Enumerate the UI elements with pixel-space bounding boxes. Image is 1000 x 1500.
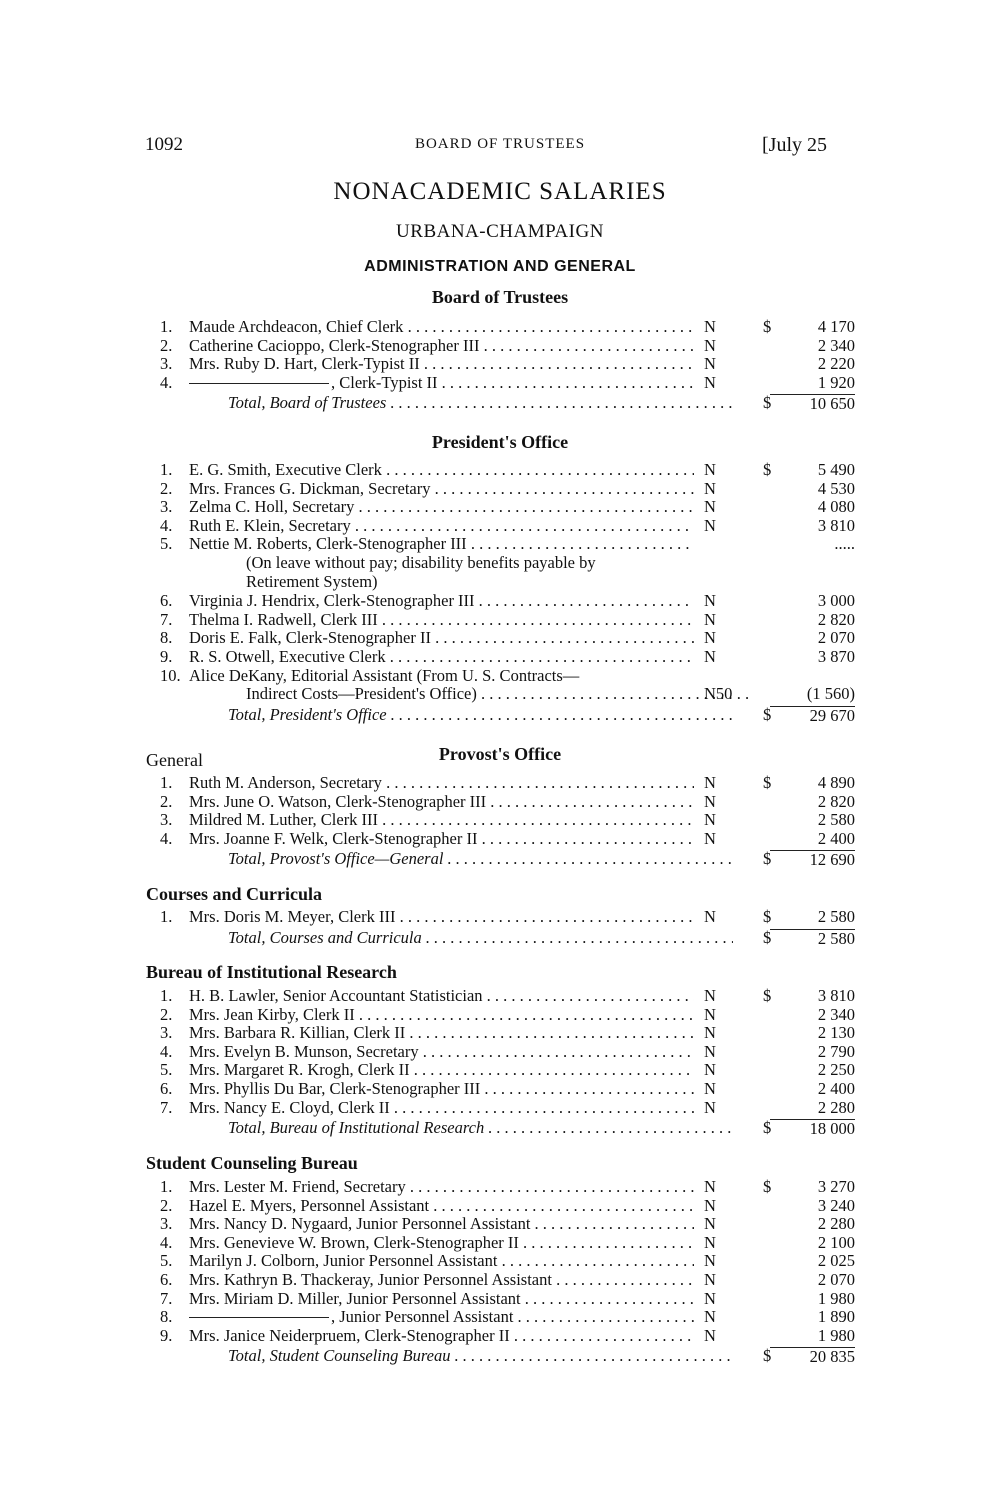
- employee-name: [189, 374, 694, 392]
- dollar-sign: $: [763, 393, 772, 413]
- employee-name: Mrs. Genevieve W. Brown, Clerk-Stenographer II . . .: [189, 1234, 694, 1252]
- appointment-code: N: [704, 1251, 716, 1271]
- row-number: 4.: [160, 828, 173, 848]
- table-row: [0, 498, 1000, 516]
- row-number: 2.: [160, 478, 173, 498]
- employee-name: Mrs. Doris M. Meyer, Clerk III . . .: [189, 908, 694, 926]
- appointment-code: N: [704, 986, 716, 1005]
- employee-name: Mildred M. Luther, Clerk III . . .: [189, 811, 694, 829]
- table-row: [0, 648, 1000, 666]
- appointment-code: N: [704, 791, 716, 811]
- employee-name: Catherine Cacioppo, Clerk-Stenographer III . . .: [189, 337, 694, 355]
- employee-name: Mrs. Nancy D. Nygaard, Junior Personnel Assistant . . .: [189, 1215, 694, 1233]
- appointment-code: N: [704, 1004, 716, 1024]
- running-header: [0, 134, 1000, 158]
- section-heading-provost: Provost's Office: [438, 744, 562, 764]
- salary-amount: 1 980: [817, 1288, 855, 1308]
- appointment-code: N: [704, 628, 716, 648]
- dollar-sign: $: [763, 927, 772, 947]
- salary-amount: 4 080: [817, 497, 855, 517]
- total-row: [0, 850, 1000, 868]
- row-number: 4.: [160, 372, 173, 392]
- row-number: 3.: [160, 497, 173, 517]
- salary-amount: (1 560): [806, 684, 855, 704]
- row-number: 10.: [160, 665, 181, 685]
- dollar-sign: $: [763, 849, 772, 869]
- position-title: , Clerk-Typist II: [331, 373, 438, 392]
- salary-amount: 2 070: [817, 1270, 855, 1289]
- table-row: [0, 1290, 1000, 1308]
- employee-name: Mrs. Jean Kirby, Clerk II . . .: [189, 1006, 694, 1024]
- header-date: [July 25: [762, 134, 827, 156]
- salary-amount: 1 890: [817, 1307, 855, 1327]
- salary-amount: 2 280: [817, 1214, 855, 1234]
- appointment-code: N: [704, 1060, 716, 1080]
- table-row: [0, 1024, 1000, 1042]
- table-row: [0, 1327, 1000, 1345]
- row-number: 7.: [160, 609, 173, 629]
- table-row: [0, 908, 1000, 926]
- appointment-code: N: [704, 591, 716, 611]
- appointment-code: N: [704, 372, 716, 392]
- row-number: 6.: [160, 591, 173, 611]
- salary-amount: 2 280: [817, 1097, 855, 1117]
- total-amount: 2 580: [770, 929, 855, 948]
- employee-name: Mrs. Margaret R. Krogh, Clerk II . . .: [189, 1061, 694, 1079]
- appointment-code: N: [704, 907, 716, 926]
- dollar-sign: $: [763, 907, 772, 926]
- table-row: [0, 1178, 1000, 1196]
- employee-name: Mrs. Evelyn B. Munson, Secretary . . .: [189, 1043, 694, 1061]
- appointment-code: N: [704, 497, 716, 517]
- row-number: 2.: [160, 335, 173, 355]
- employee-name: Mrs. Miriam D. Miller, Junior Personnel Assistant . . .: [189, 1290, 694, 1308]
- salary-amount: 3 810: [817, 986, 855, 1005]
- appointment-code: N: [704, 354, 716, 374]
- row-number: 1.: [160, 986, 173, 1005]
- total-amount: 18 000: [770, 1119, 855, 1138]
- total-label: Total, Bureau of Institutional Research . . .: [228, 1119, 733, 1137]
- table-row: [0, 480, 1000, 498]
- salary-amount: 2 250: [817, 1060, 855, 1080]
- row-number: 6.: [160, 1270, 173, 1289]
- row-number: 3.: [160, 1023, 173, 1043]
- appointment-code: N: [704, 810, 716, 830]
- row-number: 2.: [160, 1004, 173, 1024]
- leave-note-line: Retirement System): [246, 571, 378, 591]
- subheading-general: General: [146, 750, 203, 770]
- employee-name: Nettie M. Roberts, Clerk-Stenographer III . . .: [189, 535, 694, 553]
- total-label: Total, Courses and Curricula . . .: [228, 929, 733, 947]
- salary-amount: 3 810: [817, 515, 855, 535]
- dollar-sign: $: [763, 704, 772, 724]
- appointment-code: N: [704, 478, 716, 498]
- table-row: [0, 1234, 1000, 1252]
- table-row: [0, 629, 1000, 647]
- total-row: [0, 706, 1000, 724]
- row-number: 7.: [160, 1097, 173, 1117]
- appointment-code: N: [704, 1232, 716, 1252]
- table-row: [0, 793, 1000, 811]
- total-label: Total, Board of Trustees . . .: [228, 394, 733, 412]
- table-row: [0, 592, 1000, 610]
- table-row: [0, 337, 1000, 355]
- table-row: [0, 1061, 1000, 1079]
- row-number: 1.: [160, 1177, 173, 1196]
- table-row: [0, 987, 1000, 1005]
- total-row: [0, 929, 1000, 947]
- employee-name: Mrs. Joanne F. Welk, Clerk-Stenographer II . . .: [189, 830, 694, 848]
- salary-amount: 4 530: [817, 478, 855, 498]
- appointment-code: N: [704, 1177, 716, 1196]
- campus-title: URBANA-CHAMPAIGN: [396, 221, 604, 242]
- employee-name: E. G. Smith, Executive Clerk . . .: [189, 461, 694, 479]
- row-number: 2.: [160, 791, 173, 811]
- section-heading-board: Board of Trustees: [431, 287, 569, 307]
- appointment-code: N: [704, 828, 716, 848]
- salary-amount: 4 170: [817, 317, 855, 336]
- total-amount: 29 670: [770, 706, 855, 725]
- employee-name: Ruth E. Klein, Secretary . . .: [189, 517, 694, 535]
- employee-name: Doris E. Falk, Clerk-Stenographer II . . .: [189, 629, 694, 647]
- salary-amount: 4 890: [817, 773, 855, 792]
- salary-amount: .....: [834, 534, 855, 554]
- employee-name: Mrs. Phyllis Du Bar, Clerk-Stenographer III . . .: [189, 1080, 694, 1098]
- row-number: 1.: [160, 773, 173, 792]
- dollar-sign: $: [763, 773, 772, 792]
- total-label: Total, Student Counseling Bureau . . .: [228, 1347, 733, 1365]
- row-number: 4.: [160, 1041, 173, 1061]
- employee-name: H. B. Lawler, Senior Accountant Statistician . . .: [189, 987, 694, 1005]
- dollar-sign: $: [763, 1177, 772, 1196]
- table-row: [0, 535, 1000, 553]
- row-number: 1.: [160, 907, 173, 926]
- appointment-code: N: [704, 1270, 716, 1289]
- row-number: 1.: [160, 460, 173, 479]
- employee-name: Mrs. Nancy E. Cloyd, Clerk II . . .: [189, 1099, 694, 1117]
- appointment-code: N: [704, 1195, 716, 1215]
- salary-amount: 2 580: [817, 810, 855, 830]
- appointment-code: N50: [704, 684, 733, 704]
- row-number: 5.: [160, 1251, 173, 1271]
- row-number: 4.: [160, 1232, 173, 1252]
- row-number: 8.: [160, 628, 173, 648]
- employee-name: Zelma C. Holl, Secretary . . .: [189, 498, 694, 516]
- row-number: 7.: [160, 1288, 173, 1308]
- appointment-code: N: [704, 1079, 716, 1098]
- row-number: 5.: [160, 534, 173, 554]
- table-row: [0, 667, 1000, 685]
- row-number: 9.: [160, 1325, 173, 1345]
- appointment-code: N: [704, 335, 716, 355]
- appointment-code: N: [704, 609, 716, 629]
- total-amount: 20 835: [770, 1347, 855, 1366]
- appointment-code: N: [704, 1307, 716, 1327]
- total-amount: 12 690: [770, 850, 855, 869]
- table-row: [0, 1043, 1000, 1061]
- appointment-code: N: [704, 317, 716, 336]
- salary-amount: 2 790: [817, 1041, 855, 1061]
- employee-name: Thelma I. Radwell, Clerk III . . .: [189, 611, 694, 629]
- employee-name: Ruth M. Anderson, Secretary . . .: [189, 774, 694, 792]
- appointment-code: N: [704, 773, 716, 792]
- employee-name: Marilyn J. Colborn, Junior Personnel Assistant . . .: [189, 1252, 694, 1270]
- table-row: [0, 1099, 1000, 1117]
- total-label: Total, Provost's Office—General . . .: [228, 850, 733, 868]
- total-row: [0, 394, 1000, 412]
- total-row: [0, 1119, 1000, 1137]
- appointment-code: N: [704, 1097, 716, 1117]
- dollar-sign: $: [763, 1118, 772, 1138]
- table-row: [0, 355, 1000, 373]
- appointment-code: N: [704, 1023, 716, 1043]
- section-heading-counseling: Student Counseling Bureau: [146, 1153, 358, 1173]
- salary-amount: 2 340: [817, 335, 855, 355]
- employee-name: Mrs. Ruby D. Hart, Clerk-Typist II . . .: [189, 355, 694, 373]
- salary-amount: 2 070: [817, 628, 855, 648]
- table-row: [0, 1197, 1000, 1215]
- table-row: [0, 1006, 1000, 1024]
- row-number: 8.: [160, 1307, 173, 1327]
- row-number: 9.: [160, 647, 173, 666]
- employee-name: Hazel E. Myers, Personnel Assistant . . .: [189, 1197, 694, 1215]
- division-title: ADMINISTRATION AND GENERAL: [364, 258, 636, 275]
- page-number: 1092: [145, 134, 183, 155]
- blank-name-line: [189, 374, 329, 384]
- salary-amount: 2 820: [817, 609, 855, 629]
- employee-name: R. S. Otwell, Executive Clerk . . .: [189, 648, 694, 666]
- employee-name: Mrs. Barbara R. Killian, Clerk II . . .: [189, 1024, 694, 1042]
- row-number: 6.: [160, 1079, 173, 1098]
- salary-amount: 2 100: [817, 1232, 855, 1252]
- dollar-sign: $: [763, 317, 772, 336]
- salary-amount: 2 340: [817, 1004, 855, 1024]
- document-title: NONACADEMIC SALARIES: [333, 178, 667, 205]
- salary-amount: 2 130: [817, 1023, 855, 1043]
- employee-name: Mrs. Janice Neiderpruem, Clerk-Stenographer II . . .: [189, 1327, 694, 1345]
- appointment-code: N: [704, 1288, 716, 1308]
- table-row: [0, 611, 1000, 629]
- employee-name: [189, 1308, 694, 1326]
- table-row: [0, 318, 1000, 336]
- salary-amount: 2 400: [817, 1079, 855, 1098]
- table-row: [0, 461, 1000, 479]
- salary-amount: 3 240: [817, 1195, 855, 1215]
- table-row: [0, 517, 1000, 535]
- section-heading-bureau: Bureau of Institutional Research: [146, 962, 397, 982]
- employee-name-continued: Indirect Costs—President's Office) . . .: [246, 685, 751, 703]
- salary-amount: 5 490: [817, 460, 855, 479]
- appointment-code: N: [704, 1041, 716, 1061]
- salary-amount: 3 870: [817, 647, 855, 666]
- appointment-code: N: [704, 460, 716, 479]
- salary-amount: 2 220: [817, 354, 855, 374]
- section-heading-courses: Courses and Curricula: [146, 884, 323, 904]
- salary-amount: 2 580: [817, 907, 855, 926]
- row-number: 3.: [160, 810, 173, 830]
- table-row: [0, 830, 1000, 848]
- appointment-code: N: [704, 1325, 716, 1345]
- row-number: 5.: [160, 1060, 173, 1080]
- position-title: , Junior Personnel Assistant: [331, 1308, 514, 1327]
- total-amount: 10 650: [770, 394, 855, 413]
- table-row-continued: [0, 685, 1000, 703]
- employee-name: Mrs. Kathryn B. Thackeray, Junior Personnel Assistant . . .: [189, 1271, 694, 1289]
- salary-amount: 2 400: [817, 828, 855, 848]
- appointment-code: N: [704, 1214, 716, 1234]
- employee-name: Maude Archdeacon, Chief Clerk . . .: [189, 318, 694, 336]
- salary-amount: 3 000: [817, 591, 855, 611]
- section-heading-president: President's Office: [431, 432, 569, 452]
- table-row: [0, 1271, 1000, 1289]
- appointment-code: N: [704, 647, 716, 666]
- employee-name: Virginia J. Hendrix, Clerk-Stenographer III . . .: [189, 592, 694, 610]
- table-row: [0, 774, 1000, 792]
- row-number: 3.: [160, 1214, 173, 1234]
- total-row: [0, 1347, 1000, 1365]
- leave-note-line: (On leave without pay; disability benefits payable by: [246, 553, 596, 572]
- row-number: 1.: [160, 317, 173, 336]
- salary-amount: 3 270: [817, 1177, 855, 1196]
- table-row: [0, 1252, 1000, 1270]
- table-row: [0, 374, 1000, 392]
- table-row: [0, 1308, 1000, 1326]
- running-title: BOARD OF TRUSTEES: [414, 136, 586, 152]
- dollar-sign: $: [763, 1346, 772, 1366]
- row-number: 4.: [160, 515, 173, 535]
- row-number: 3.: [160, 354, 173, 374]
- employee-name: Mrs. Frances G. Dickman, Secretary . . .: [189, 480, 694, 498]
- salary-amount: 2 820: [817, 791, 855, 811]
- dollar-sign: $: [763, 986, 772, 1005]
- appointment-code: N: [704, 515, 716, 535]
- total-label: Total, President's Office . . .: [228, 706, 733, 724]
- table-row: [0, 1215, 1000, 1233]
- employee-name: Mrs. June O. Watson, Clerk-Stenographer III . . .: [189, 793, 694, 811]
- employee-name: Mrs. Lester M. Friend, Secretary . . .: [189, 1178, 694, 1196]
- table-row: [0, 811, 1000, 829]
- salary-amount: 1 980: [817, 1325, 855, 1345]
- employee-name: Alice DeKany, Editorial Assistant (From U. S. Contracts—: [189, 666, 580, 685]
- dollar-sign: $: [763, 460, 772, 479]
- row-number: 2.: [160, 1195, 173, 1215]
- salary-amount: 1 920: [817, 372, 855, 392]
- table-row: [0, 1080, 1000, 1098]
- blank-name-line: [189, 1308, 329, 1318]
- salary-amount: 2 025: [817, 1251, 855, 1271]
